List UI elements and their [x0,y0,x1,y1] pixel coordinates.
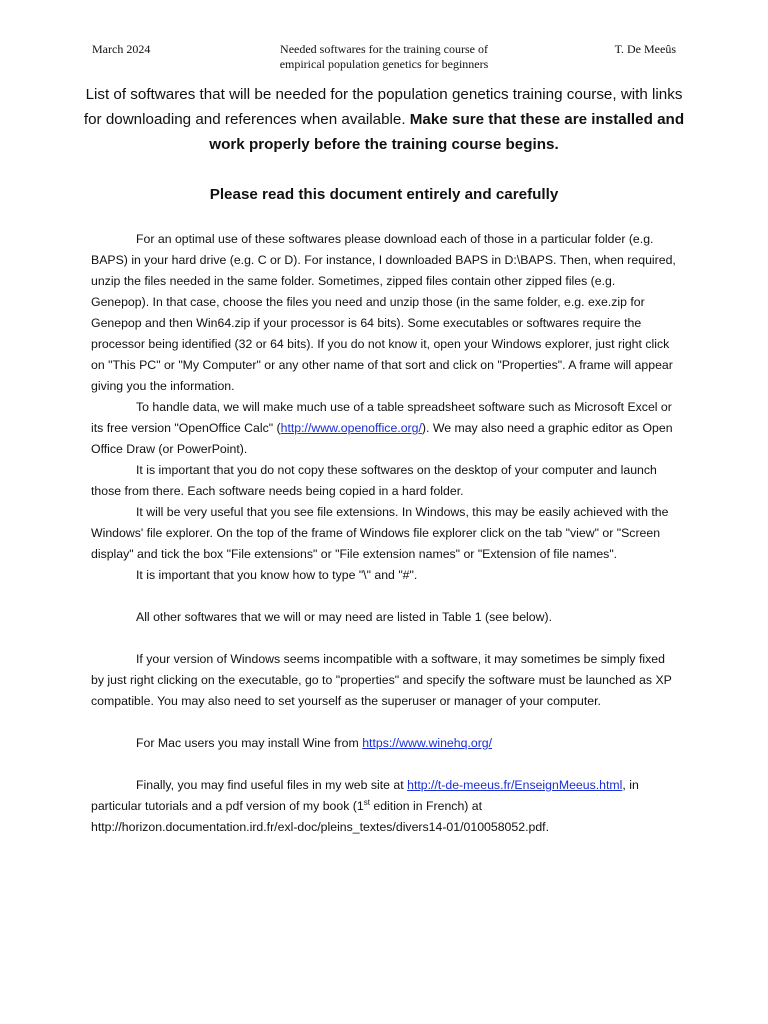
paragraph-table-reference: All other softwares that we will or may need are listed in Table 1 (see below). [136,610,553,624]
header-title [92,42,676,72]
intro-bold-warning: Make sure that these are installed and work properly before the training course begins. [209,111,685,153]
paragraph-download-folders: For an optimal use of these softwares please download each of those in a particular folder (e.g. BAPS) in your hard drive (e.g. C or D). For instance, I downloaded BAPS in D:\BAPS. Then, when required, unzip the files needed in the same folder. Sometimes, zipped files contain other zipped files (e.g. Genepop). In that case, choose the files you need and unzip those (in the same folder, e.g. exe.zip for Genepop and then Win64.zip if your processor is 64 bits). Some executables or softwares require the processor being identified (32 or 64 bits). If you do not know it, open your Windows explorer, just right click on "This PC" or "My Computer" or any other name of that sort and click on "Properties". A frame will appear giving you the information. [91,232,676,393]
winehq-link[interactable]: https://www.winehq.org/ [362,736,493,750]
paragraph-typing-characters: It is important that you know how to type "\" and "#". [136,568,418,582]
header-date: March 2024 [92,42,151,56]
paragraph-mac-users [91,733,676,754]
paragraph-gap [91,586,676,607]
header-author: T. De Meeûs [614,42,676,56]
header-title-line1: Needed softwares for the training course of [280,42,488,56]
edition-superscript: st [363,797,370,807]
paragraph-spreadsheet-text: To handle data, we will make much use of a table spreadsheet software such as Microsoft Excel or its free version "OpenOffice Calc" ( [91,400,672,435]
paragraph-gap [91,712,676,733]
paragraph-website-text: Finally, you may find useful files in my web site at [136,778,408,792]
paragraph-mac-users-text: For Mac users you may install Wine from [136,736,363,750]
paragraph-file-extensions: It will be very useful that you see file extensions. In Windows, this may be easily achieved with the Windows' file explorer. On the top of the frame of Windows file explorer click on the tab "view" or "Screen display" and tick the box "File extensions" or "File extension names" or "Extension of file names". [91,505,669,561]
header-title-line2: empirical population genetics for beginners [279,57,489,71]
paragraph-desktop-warning: It is important that you do not copy these softwares on the desktop of your computer and launch those from there. Each software needs being copied in a hard folder. [91,463,657,498]
paragraph-spreadsheet-text-end: ). We may also need a graphic editor as Open Office Draw (or PowerPoint). [91,421,673,456]
website-link[interactable]: http://t-de-meeus.fr/EnseignMeeus.html [407,778,623,792]
document-subtitle: Please read this document entirely and carefully [209,186,559,203]
openoffice-link[interactable]: http://www.openoffice.org/ [280,421,422,435]
paragraph-gap [91,754,676,775]
body-text [91,229,676,838]
intro-text: List of softwares that will be needed for the population genetics training course, with links for downloading and references when available. [83,86,683,128]
paragraph-website [91,775,676,838]
paragraph-website-text-end: edition in French) at http://horizon.documentation.ird.fr/exl-doc/pleins_textes/divers14-01/010058052.pdf. [91,799,549,834]
paragraph-windows-compatibility: If your version of Windows seems incompatible with a software, it may sometimes be simply fixed by just right clicking on the executable, go to "properties" and specify the software must be launched as XP compatible. You may also need to set yourself as the superuser or manager of your computer. [91,652,672,708]
intro-paragraph [80,82,688,157]
paragraph-gap [91,628,676,649]
paragraph-website-text-mid: , in particular tutorials and a pdf version of my book (1 [91,778,639,813]
paragraph-spreadsheet [91,397,676,460]
